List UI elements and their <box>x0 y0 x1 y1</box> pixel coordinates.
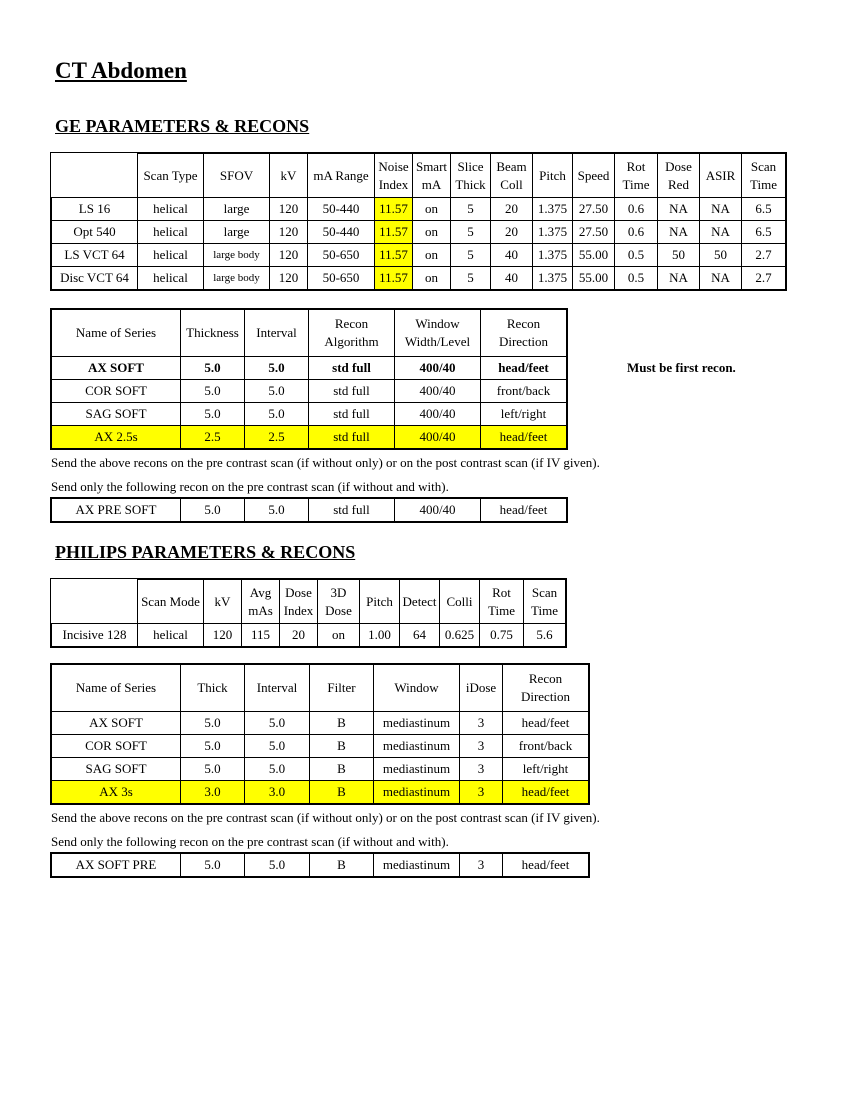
header-cell: Colli <box>440 580 480 624</box>
cell: std full <box>309 357 395 380</box>
cell: 50 <box>700 244 742 267</box>
cell: 6.5 <box>742 198 786 221</box>
cell: on <box>413 221 451 244</box>
noise-index-cell: 11.57 <box>375 198 413 221</box>
blank-corner <box>52 154 138 198</box>
header-cell: Scan Type <box>138 154 204 198</box>
cell: on <box>413 267 451 290</box>
cell: 5.0 <box>181 499 245 522</box>
cell: on <box>413 244 451 267</box>
cell: COR SOFT <box>52 735 181 758</box>
header-cell: Dose Red <box>658 154 700 198</box>
row-label: Disc VCT 64 <box>52 267 138 290</box>
header-cell: Filter <box>310 665 374 712</box>
cell: B <box>310 712 374 735</box>
ge-pre-table <box>51 498 567 522</box>
cell: 1.375 <box>533 221 573 244</box>
cell: 5.0 <box>181 403 245 426</box>
cell: 5 <box>451 221 491 244</box>
cell: helical <box>138 198 204 221</box>
cell: 5.0 <box>245 712 310 735</box>
header-cell: iDose <box>460 665 503 712</box>
ge-recon-header-row <box>52 310 567 357</box>
philips-note-1: Send the above recons on the pre contrast scan (if without only) or on the post contrast scan (if IV given). <box>51 810 600 825</box>
cell: large body <box>204 267 270 290</box>
cell: head/feet <box>481 499 567 522</box>
philips-recon-table <box>51 664 589 804</box>
header-cell: Recon Direction <box>481 310 567 357</box>
header-cell: Recon Algorithm <box>309 310 395 357</box>
cell: NA <box>658 221 700 244</box>
cell: 50-440 <box>308 198 375 221</box>
cell: 120 <box>270 198 308 221</box>
cell: 5.0 <box>181 758 245 781</box>
cell: helical <box>138 244 204 267</box>
noise-index-cell: 11.57 <box>375 267 413 290</box>
philips-params-table <box>51 579 566 647</box>
cell: head/feet <box>503 854 589 877</box>
table-row <box>52 758 589 781</box>
table-row-highlighted <box>52 781 589 804</box>
cell: 40 <box>491 244 533 267</box>
cell: 0.625 <box>440 624 480 647</box>
cell: 400/40 <box>395 426 481 449</box>
header-cell: Detect <box>400 580 440 624</box>
cell: NA <box>658 267 700 290</box>
header-cell: Smart mA <box>413 154 451 198</box>
cell: 3.0 <box>245 781 310 804</box>
philips-note-2: Send only the following recon on the pre contrast scan (if without and with). <box>51 834 449 849</box>
cell: std full <box>309 403 395 426</box>
cell: 120 <box>270 244 308 267</box>
cell: COR SOFT <box>52 380 181 403</box>
cell: mediastinum <box>374 712 460 735</box>
cell: 2.5 <box>245 426 309 449</box>
cell: NA <box>700 267 742 290</box>
cell: 3 <box>460 712 503 735</box>
cell: 50-650 <box>308 267 375 290</box>
cell: std full <box>309 426 395 449</box>
table-row <box>52 735 589 758</box>
cell: 1.375 <box>533 198 573 221</box>
cell: 400/40 <box>395 380 481 403</box>
cell: 0.6 <box>615 198 658 221</box>
table-row <box>52 244 786 267</box>
table-row-highlighted <box>52 426 567 449</box>
cell: 5.6 <box>524 624 566 647</box>
blank-corner <box>52 580 138 624</box>
ge-params-header-row <box>52 154 786 198</box>
cell: head/feet <box>503 781 589 804</box>
ge-note-1: Send the above recons on the pre contrast scan (if without only) or on the post contrast scan (if IV given). <box>51 455 600 470</box>
cell: 0.75 <box>480 624 524 647</box>
cell: 5.0 <box>245 403 309 426</box>
header-cell: Window Width/Level <box>395 310 481 357</box>
cell: std full <box>309 499 395 522</box>
cell: 2.5 <box>181 426 245 449</box>
header-cell: Speed <box>573 154 615 198</box>
philips-pre-table <box>51 853 589 877</box>
cell: large <box>204 221 270 244</box>
cell: 5 <box>451 198 491 221</box>
cell: large <box>204 198 270 221</box>
cell: 40 <box>491 267 533 290</box>
cell: 3 <box>460 735 503 758</box>
cell: 3 <box>460 781 503 804</box>
header-cell: Name of Series <box>52 310 181 357</box>
header-cell: Interval <box>245 310 309 357</box>
cell: 0.5 <box>615 244 658 267</box>
cell: 1.375 <box>533 244 573 267</box>
cell: left/right <box>503 758 589 781</box>
cell: 120 <box>270 221 308 244</box>
row-label: Incisive 128 <box>52 624 138 647</box>
cell: mediastinum <box>374 735 460 758</box>
cell: helical <box>138 624 204 647</box>
philips-heading: PHILIPS PARAMETERS & RECONS <box>55 542 356 562</box>
noise-index-cell: 11.57 <box>375 244 413 267</box>
header-cell: Name of Series <box>52 665 181 712</box>
cell: 5.0 <box>245 380 309 403</box>
cell: 3 <box>460 854 503 877</box>
header-cell: Pitch <box>533 154 573 198</box>
cell: head/feet <box>481 426 567 449</box>
cell: 120 <box>204 624 242 647</box>
cell: 50-650 <box>308 244 375 267</box>
cell: 400/40 <box>395 499 481 522</box>
cell: 50-440 <box>308 221 375 244</box>
header-cell: Scan Time <box>524 580 566 624</box>
header-cell: ASIR <box>700 154 742 198</box>
cell: 5 <box>451 267 491 290</box>
cell: left/right <box>481 403 567 426</box>
cell: NA <box>658 198 700 221</box>
cell: 5.0 <box>245 735 310 758</box>
cell: 55.00 <box>573 267 615 290</box>
header-cell: Thickness <box>181 310 245 357</box>
header-cell: 3D Dose <box>318 580 360 624</box>
header-cell: kV <box>270 154 308 198</box>
row-label: LS 16 <box>52 198 138 221</box>
cell: 20 <box>491 221 533 244</box>
cell: 20 <box>280 624 318 647</box>
header-cell: mA Range <box>308 154 375 198</box>
cell: std full <box>309 380 395 403</box>
cell: 120 <box>270 267 308 290</box>
table-row <box>52 380 567 403</box>
cell: 5.0 <box>181 735 245 758</box>
cell: B <box>310 735 374 758</box>
cell: front/back <box>503 735 589 758</box>
cell: 5.0 <box>181 854 245 877</box>
cell: 64 <box>400 624 440 647</box>
cell: 50 <box>658 244 700 267</box>
cell: 5.0 <box>245 499 309 522</box>
cell: 55.00 <box>573 244 615 267</box>
ge-heading: GE PARAMETERS & RECONS <box>55 116 310 136</box>
cell: large body <box>204 244 270 267</box>
cell: AX 3s <box>52 781 181 804</box>
cell: front/back <box>481 380 567 403</box>
table-row <box>52 198 786 221</box>
cell: AX 2.5s <box>52 426 181 449</box>
cell: head/feet <box>503 712 589 735</box>
first-recon-note: Must be first recon. <box>627 360 736 375</box>
row-label: LS VCT 64 <box>52 244 138 267</box>
cell: helical <box>138 221 204 244</box>
philips-params-header-row <box>52 580 566 624</box>
table-row <box>52 357 567 380</box>
header-cell: Interval <box>245 665 310 712</box>
cell: 6.5 <box>742 221 786 244</box>
cell: on <box>413 198 451 221</box>
ge-params-table <box>51 153 786 290</box>
cell: 0.6 <box>615 221 658 244</box>
philips-recon-header-row <box>52 665 589 712</box>
cell: 20 <box>491 198 533 221</box>
header-cell: SFOV <box>204 154 270 198</box>
cell: 5.0 <box>181 380 245 403</box>
header-cell: kV <box>204 580 242 624</box>
cell: B <box>310 758 374 781</box>
cell: 1.00 <box>360 624 400 647</box>
table-row <box>52 267 786 290</box>
header-cell: Window <box>374 665 460 712</box>
cell: 27.50 <box>573 221 615 244</box>
header-cell: Scan Mode <box>138 580 204 624</box>
cell: B <box>310 854 374 877</box>
cell: AX SOFT <box>52 712 181 735</box>
cell: 0.5 <box>615 267 658 290</box>
header-cell: Pitch <box>360 580 400 624</box>
header-cell: Noise Index <box>375 154 413 198</box>
cell: 2.7 <box>742 267 786 290</box>
cell: 3.0 <box>181 781 245 804</box>
header-cell: Dose Index <box>280 580 318 624</box>
cell: 5.0 <box>181 712 245 735</box>
cell: 1.375 <box>533 267 573 290</box>
header-cell: Avg mAs <box>242 580 280 624</box>
cell: 27.50 <box>573 198 615 221</box>
header-cell: Scan Time <box>742 154 786 198</box>
header-cell: Beam Coll <box>491 154 533 198</box>
cell: NA <box>700 221 742 244</box>
cell: mediastinum <box>374 758 460 781</box>
cell: 5.0 <box>181 357 245 380</box>
cell: mediastinum <box>374 854 460 877</box>
cell: head/feet <box>481 357 567 380</box>
cell: helical <box>138 267 204 290</box>
ge-note-2: Send only the following recon on the pre contrast scan (if without and with). <box>51 479 449 494</box>
cell: 5.0 <box>245 758 310 781</box>
table-row <box>52 499 567 522</box>
cell: 2.7 <box>742 244 786 267</box>
cell: 5.0 <box>245 854 310 877</box>
cell: 400/40 <box>395 403 481 426</box>
table-row <box>52 712 589 735</box>
cell: on <box>318 624 360 647</box>
header-cell: Slice Thick <box>451 154 491 198</box>
table-row <box>52 854 589 877</box>
table-row <box>52 221 786 244</box>
cell: mediastinum <box>374 781 460 804</box>
page-title: CT Abdomen <box>55 58 187 83</box>
cell: NA <box>700 198 742 221</box>
cell: AX PRE SOFT <box>52 499 181 522</box>
cell: AX SOFT <box>52 357 181 380</box>
cell: 5.0 <box>245 357 309 380</box>
cell: 3 <box>460 758 503 781</box>
table-row <box>52 624 566 647</box>
cell: AX SOFT PRE <box>52 854 181 877</box>
cell: SAG SOFT <box>52 403 181 426</box>
cell: SAG SOFT <box>52 758 181 781</box>
noise-index-cell: 11.57 <box>375 221 413 244</box>
header-cell: Rot Time <box>480 580 524 624</box>
header-cell: Recon Direction <box>503 665 589 712</box>
header-cell: Rot Time <box>615 154 658 198</box>
header-cell: Thick <box>181 665 245 712</box>
table-row <box>52 403 567 426</box>
row-label: Opt 540 <box>52 221 138 244</box>
cell: 5 <box>451 244 491 267</box>
cell: 115 <box>242 624 280 647</box>
ge-recon-table <box>51 309 567 449</box>
cell: B <box>310 781 374 804</box>
cell: 400/40 <box>395 357 481 380</box>
